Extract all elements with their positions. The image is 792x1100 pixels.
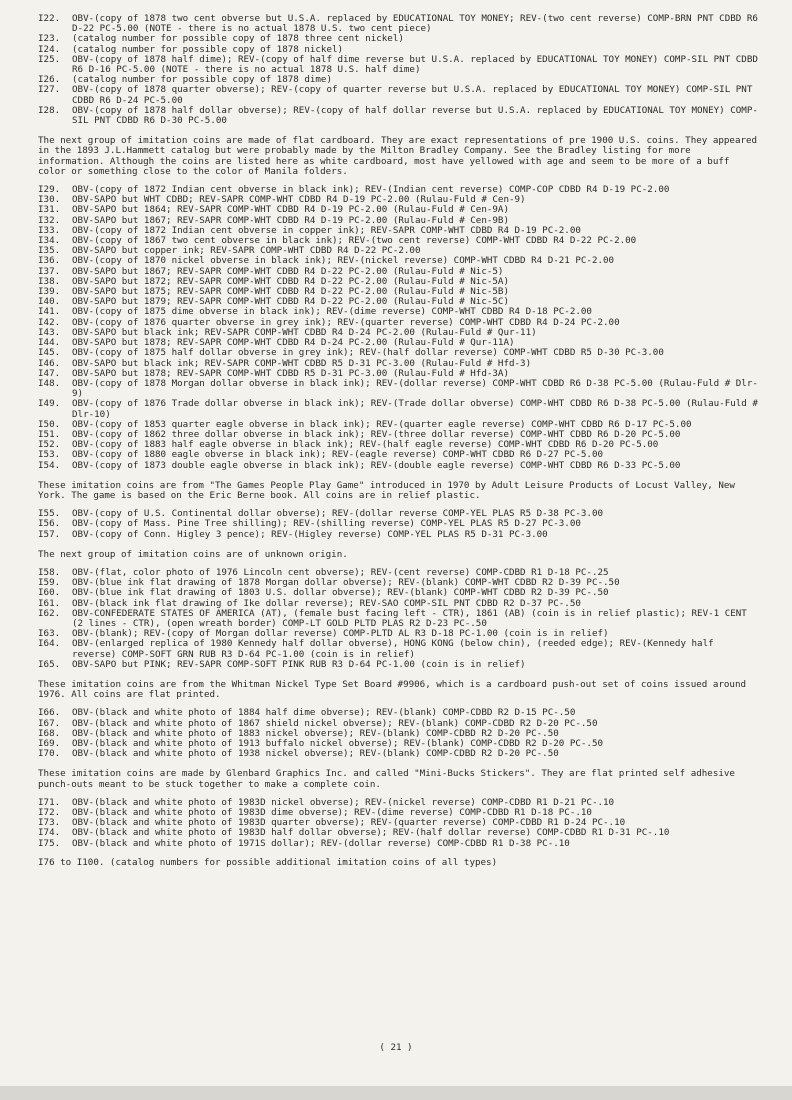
- entry-text: OBV-(copy of 1875 dime obverse in black ink); REV-(dime reverse) COMP-WHT CDBD R4 D-18 PC-2.00: [72, 306, 592, 318]
- entry-number: I67.: [38, 717, 61, 729]
- entry-text: OBV-SAPO but 1879; REV-SAPR COMP-WHT CDBD R4 D-22 PC-2.00 (Rulau-Fuld # Nic-5C): [72, 296, 509, 308]
- entry-number: I25.: [38, 53, 61, 65]
- entry-number: I50.: [38, 418, 61, 430]
- catalog-entry: [38, 639, 758, 659]
- entry-number: I22.: [38, 13, 61, 24]
- entry-text: OBV-SAPO but 1878; REV-SAPR COMP-WHT CDBD R5 D-31 PC-3.00 (Rulau-Fuld # Hfd-3A): [72, 367, 509, 379]
- entry-number: I42.: [38, 316, 61, 328]
- catalog-entry: [38, 530, 758, 540]
- entry-number: I68.: [38, 727, 61, 739]
- entry-text: OBV-(copy of 1872 Indian cent obverse in copper ink); REV-SAPR COMP-WHT CDBD R4 D-19 PC-2.00: [72, 224, 581, 236]
- entry-text: OBV-SAPO but 1872; REV-SAPR COMP-WHT CDBD R4 D-22 PC-2.00 (Rulau-Fuld # Nic-5A): [72, 275, 509, 287]
- entry-number: I37.: [38, 265, 61, 277]
- entry-text: OBV-(black and white photo of 1983D dime obverse); REV-(dime reverse) COMP-CDBD R1 D-18 PC-.10: [72, 807, 592, 819]
- entry-text: OBV-(copy of 1875 half dollar obverse in grey ink); REV-(half dollar reverse) COMP-WHT CDBD R5 D-30 PC-3.00: [72, 347, 664, 359]
- entry-text: OBV-(enlarged replica of 1980 Kennedy half dollar obverse), HONG KONG (below chin), (reeded edge); REV-(Kennedy half reverse) COMP-SOFT GRN RUB R3 D-64 PC-1.00 (coin is in relief): [72, 638, 714, 660]
- catalog-entry: [38, 106, 758, 126]
- entry-text: OBV-SAPO but PINK; REV-SAPR COMP-SOFT PINK RUB R3 D-64 PC-1.00 (coin is in relief): [72, 658, 526, 670]
- entry-number: I34.: [38, 235, 61, 247]
- entry-text: OBV-SAPO but 1864; REV-SAPR COMP-WHT CDBD R4 D-19 PC-2.00 (Rulau-Fuld # Cen-9A): [72, 204, 509, 216]
- entry-number: I38.: [38, 275, 61, 287]
- entry-number: I47.: [38, 367, 61, 379]
- entry-text: OBV-(black and white photo of 1971S dollar); REV-(dollar reverse) COMP-CDBD R1 D-38 PC-.10: [72, 837, 570, 849]
- intro-paragraph: These imitation coins are from "The Games People Play Game" introduced in 1970 by Adult Leisure Products of Locust Valley, New York. The game is based on the Eric Berne book. All coins are in relief plastic.: [38, 479, 735, 501]
- entry-text: OBV-(copy of 1870 nickel obverse in black ink); REV-(nickel reverse) COMP-WHT CDBD R4 D-21 PC-2.00: [72, 255, 615, 267]
- entry-number: I39.: [38, 286, 61, 298]
- entry-number: I61.: [38, 597, 61, 609]
- catalog-entry: [38, 379, 758, 399]
- entry-number: I29.: [38, 184, 61, 196]
- entry-text: OBV-(copy of 1876 quarter obverse in grey ink); REV-(quarter reverse) COMP-WHT CDBD R4 D-24 PC-2.00: [72, 316, 620, 328]
- catalog-entry: [38, 749, 758, 759]
- entry-number: I64.: [38, 638, 61, 650]
- entry-text: OBV-CONFEDERATE STATES OF AMERICA (AT), (female bust facing left - CTR), 1861 (AB) (coin is in relief plastic); REV-1 CENT (2 lines - CTR), (open wreath border) COMP-LT GOLD PLTD PLAS R2 D-23 PC-.50: [72, 607, 747, 629]
- entry-number: I32.: [38, 214, 61, 226]
- entry-number: I48.: [38, 377, 61, 389]
- entry-number: I63.: [38, 628, 61, 640]
- entry-text: (catalog number for possible copy of 1878 nickel): [72, 43, 344, 55]
- entry-number: I28.: [38, 104, 61, 116]
- entry-number: I65.: [38, 658, 61, 670]
- entry-number: I71.: [38, 796, 61, 808]
- entry-number: I74.: [38, 827, 61, 839]
- catalog-content: [38, 14, 758, 849]
- entry-number: I53.: [38, 449, 61, 461]
- entry-text: OBV-(black and white photo of 1938 nickel obverse); REV-(blank) COMP-CDBD R2 D-20 PC-.50: [72, 748, 559, 760]
- entry-number: I43.: [38, 326, 61, 338]
- entry-number: I24.: [38, 43, 61, 55]
- entry-number: I54.: [38, 459, 61, 471]
- catalog-entry: [38, 660, 758, 670]
- entry-text: OBV-(black and white photo of 1983D quarter obverse); REV-(quarter reverse) COMP-CDBD R1 D-24 PC-.10: [72, 817, 626, 829]
- entry-text: (catalog number for possible copy of 1878 three cent nickel): [72, 33, 404, 45]
- entry-text: OBV-SAPO but black ink; REV-SAPR COMP-WHT CDBD R4 D-24 PC-2.00 (Rulau-Fuld # Qur-11): [72, 326, 537, 338]
- entry-text: OBV-(copy of Conn. Higley 3 pence); REV-(Higley reverse) COMP-YEL PLAS R5 D-31 PC-3.00: [72, 528, 548, 540]
- entry-number: I59.: [38, 577, 61, 589]
- entry-text: OBV-(black and white photo of 1983D nickel obverse); REV-(nickel reverse) COMP-CDBD R1 D-21 PC-.10: [72, 796, 615, 808]
- catalog-entry: [38, 14, 758, 34]
- closing-note: I76 to I100. (catalog numbers for possible additional imitation coins of all types): [38, 856, 498, 868]
- catalog-entry: [38, 399, 758, 419]
- entry-number: I30.: [38, 194, 61, 206]
- catalog-entry: [38, 839, 758, 849]
- entry-number: I26.: [38, 74, 61, 86]
- entry-number: I23.: [38, 33, 61, 45]
- entry-text: OBV-(copy of 1883 half eagle obverse in black ink); REV-(half eagle reverse) COMP-WHT CDBD R6 D-20 PC-5.00: [72, 439, 659, 451]
- entry-number: I70.: [38, 748, 61, 760]
- entry-text: OBV-(copy of 1878 half dime); REV-(copy of half dime reverse but U.S.A. replaced by EDUCATIONAL TOY MONEY) COMP-SIL PNT CDBD R6 D-16 PC-5.00 (NOTE - there is no actual 1878 U.S. half dime): [72, 53, 758, 76]
- entry-text: OBV-(copy of 1873 double eagle obverse in black ink); REV-(double eagle reverse) COMP-WHT CDBD R6 D-33 PC-5.00: [72, 459, 681, 471]
- intro-paragraph: These imitation coins are from the Whitman Nickel Type Set Board #9906, which is a cardboard push-out set of coins issued around 1976. All coins are flat printed.: [38, 678, 747, 701]
- entry-number: I45.: [38, 347, 61, 359]
- entry-text: OBV-(black and white photo of 1883 nickel obverse); REV-(blank) COMP-CDBD R2 D-20 PC-.50: [72, 727, 559, 739]
- entry-text: OBV-(black and white photo of 1867 shield nickel obverse); REV-(blank) COMP-CDBD R2 D-20 PC-.50: [72, 717, 598, 729]
- entry-number: I41.: [38, 306, 61, 318]
- catalog-entry: [38, 461, 758, 471]
- entry-text: OBV-(copy of 1872 Indian cent obverse in black ink); REV-(Indian cent reverse) COMP-COP CDBD R4 D-19 PC-2.00: [72, 184, 670, 196]
- entry-text: OBV-(blue ink flat drawing of 1878 Morgan dollar obverse); REV-(blank) COMP-WHT CDBD R2 D-39 PC-.50: [72, 577, 620, 589]
- entry-text: OBV-(black and white photo of 1884 half dime obverse); REV-(blank) COMP-CDBD R2 D-15 PC-.50: [72, 707, 576, 719]
- entry-text: OBV-(black and white photo of 1983D half dollar obverse); REV-(half dollar reverse) COMP-CDBD R1 D-31 PC-.10: [72, 827, 670, 839]
- entry-text: OBV-(copy of 1867 two cent obverse in black ink); REV-(two cent reverse) COMP-WHT CDBD R4 D-22 PC-2.00: [72, 235, 637, 247]
- catalog-entry: [38, 348, 758, 358]
- entry-number: I56.: [38, 518, 61, 530]
- entry-text: OBV-SAPO but 1878; REV-SAPR COMP-WHT CDBD R4 D-24 PC-2.00 (Rulau-Fuld # Qur-11A): [72, 337, 515, 349]
- intro-paragraph: The next group of imitation coins are of unknown origin.: [38, 548, 348, 560]
- entry-number: I51.: [38, 428, 61, 440]
- entry-text: OBV-(copy of 1878 half dollar obverse); REV-(copy of half dollar reverse but U.S.A. replaced by EDUCATIONAL TOY MONEY) COMP-SIL PNT CDBD R6 D-30 PC-5.00: [72, 104, 758, 127]
- entry-number: I69.: [38, 738, 61, 749]
- catalog-entry: [38, 55, 758, 75]
- entry-text: OBV-SAPO but copper ink; REV-SAPR COMP-WHT CDBD R4 D-22 PC-2.00: [72, 245, 421, 257]
- entry-text: OBV-SAPO but 1867; REV-SAPR COMP-WHT CDBD R4 D-22 PC-2.00 (Rulau-Fuld # Nic-5): [72, 265, 504, 277]
- entry-list: [38, 568, 758, 670]
- entry-text: OBV-(copy of 1878 Morgan dollar obverse in black ink); REV-(dollar reverse) COMP-WHT CDBD R6 D-38 PC-5.00 (Rulau-Fuld # Dlr-9): [72, 377, 758, 400]
- entry-number: I46.: [38, 357, 61, 369]
- page-number: ( 21 ): [379, 1042, 413, 1053]
- scan-bottom-edge: [0, 1086, 792, 1100]
- entry-text: OBV-SAPO but 1875; REV-SAPR COMP-WHT CDBD R4 D-22 PC-2.00 (Rulau-Fuld # Nic-5B): [72, 286, 509, 298]
- entry-text: OBV-(copy of 1853 quarter eagle obverse in black ink); REV-(quarter eagle reverse) COMP-WHT CDBD R6 D-17 PC-5.00: [72, 418, 692, 430]
- entry-text: OBV-(copy of U.S. Continental dollar obverse); REV-(dollar reverse COMP-YEL PLAS R5 D-38 PC-3.00: [72, 508, 604, 520]
- entry-number: I27.: [38, 84, 61, 96]
- entry-text: OBV-SAPO but black ink; REV-SAPR COMP-WHT CDBD R5 D-31 PC-3.00 (Rulau-Fuld # Hfd-3): [72, 357, 532, 369]
- catalog-entry: [38, 450, 758, 460]
- entry-text: OBV-(black ink flat drawing of Ike dollar reverse); REV-SAO COMP-SIL PNT CDBD R2 D-37 PC-.50: [72, 597, 581, 609]
- entry-list: [38, 185, 758, 471]
- entry-number: I52.: [38, 439, 61, 451]
- entry-number: I36.: [38, 255, 61, 267]
- entry-number: I35.: [38, 245, 61, 257]
- entry-list: [38, 14, 758, 126]
- entry-text: OBV-(blank); REV-(copy of Morgan dollar reverse) COMP-PLTD AL R3 D-18 PC-1.00 (coin is in relief): [72, 628, 609, 640]
- entry-number: I55.: [38, 508, 61, 520]
- entry-number: I72.: [38, 807, 61, 819]
- entry-list: [38, 708, 758, 759]
- entry-number: I57.: [38, 528, 61, 540]
- entry-number: I58.: [38, 566, 61, 578]
- entry-text: OBV-(copy of 1862 three dollar obverse in black ink); REV-(three dollar reverse) COMP-WHT CDBD R6 D-20 PC-5.00: [72, 428, 681, 440]
- entry-number: I31.: [38, 204, 61, 216]
- entry-text: OBV-(copy of 1878 quarter obverse); REV-(copy of quarter reverse but U.S.A. replaced by EDUCATIONAL TOY MONEY) COMP-SIL PNT CDBD R6 D-24 PC-5.00: [72, 84, 753, 106]
- entry-text: OBV-(copy of Mass. Pine Tree shilling); REV-(shilling reverse) COMP-YEL PLAS R5 D-27 PC-3.00: [72, 518, 581, 530]
- entry-text: OBV-SAPO but WHT CDBD; REV-SAPR COMP-WHT CDBD R4 D-19 PC-2.00 (Rulau-Fuld # Cen-9): [72, 194, 526, 206]
- entry-number: I49.: [38, 398, 61, 410]
- entry-number: I44.: [38, 337, 61, 349]
- entry-list: [38, 509, 758, 540]
- entry-number: I62.: [38, 607, 61, 619]
- entry-number: I66.: [38, 707, 61, 719]
- intro-paragraph: These imitation coins are made by Glenbard Graphics Inc. and called "Mini-Bucks Stickers". They are flat printed self adhesive punch-outs meant to be stuck together to make a complete coin.: [38, 768, 735, 790]
- entry-text: OBV-SAPO but 1867; REV-SAPR COMP-WHT CDBD R4 D-19 PC-2.00 (Rulau-Fuld # Cen-9B): [72, 214, 509, 226]
- catalog-entry: [38, 85, 758, 105]
- entry-number: I40.: [38, 296, 61, 308]
- entry-text: OBV-(copy of 1876 Trade dollar obverse in black ink); REV-(Trade dollar obverse) COMP-WHT CDBD R6 D-38 PC-5.00 (Rulau-Fuld # Dlr-10): [72, 398, 758, 420]
- entry-text: OBV-(copy of 1878 two cent obverse but U.S.A. replaced by EDUCATIONAL TOY MONEY; REV-(two cent reverse) COMP-BRN PNT CDBD R6 D-22 PC-5.00 (NOTE - there is no actual 1878 U.S. two cent piece): [72, 13, 758, 35]
- entry-number: I73.: [38, 817, 61, 829]
- entry-text: OBV-(copy of 1880 eagle obverse in black ink); REV-(eagle reverse) COMP-WHT CDBD R6 D-27 PC-5.00: [72, 449, 604, 461]
- entry-text: OBV-(flat, color photo of 1976 Lincoln cent obverse); REV-(cent reverse) COMP-CDBD R1 D-18 PC-.25: [72, 566, 609, 578]
- entry-list: [38, 798, 758, 849]
- intro-paragraph: The next group of imitation coins are made of flat cardboard. They are exact representations of pre 1900 U.S. coins. They appeared in the 1893 J.L.Hammett catalog but were probably made by the Milton Bradley Company. See the Bradley listing for more information. Although the coins are listed here as white cardboard, most have yellowed with age and seem to be more of a buff color or something close to the color of Manila folders.: [38, 135, 758, 177]
- entry-number: I60.: [38, 587, 61, 599]
- entry-text: OBV-(blue ink flat drawing of 1803 U.S. dollar obverse); REV-(blank) COMP-WHT CDBD R2 D-39 PC-.50: [72, 587, 609, 599]
- catalog-entry: [38, 609, 758, 629]
- entry-number: I75.: [38, 837, 61, 849]
- entry-number: I33.: [38, 224, 61, 236]
- entry-text: OBV-(black and white photo of 1913 buffalo nickel obverse); REV-(blank) COMP-CDBD R2 D-20 PC-.50: [72, 738, 604, 749]
- entry-text: (catalog number for possible copy of 1878 dime): [72, 74, 332, 86]
